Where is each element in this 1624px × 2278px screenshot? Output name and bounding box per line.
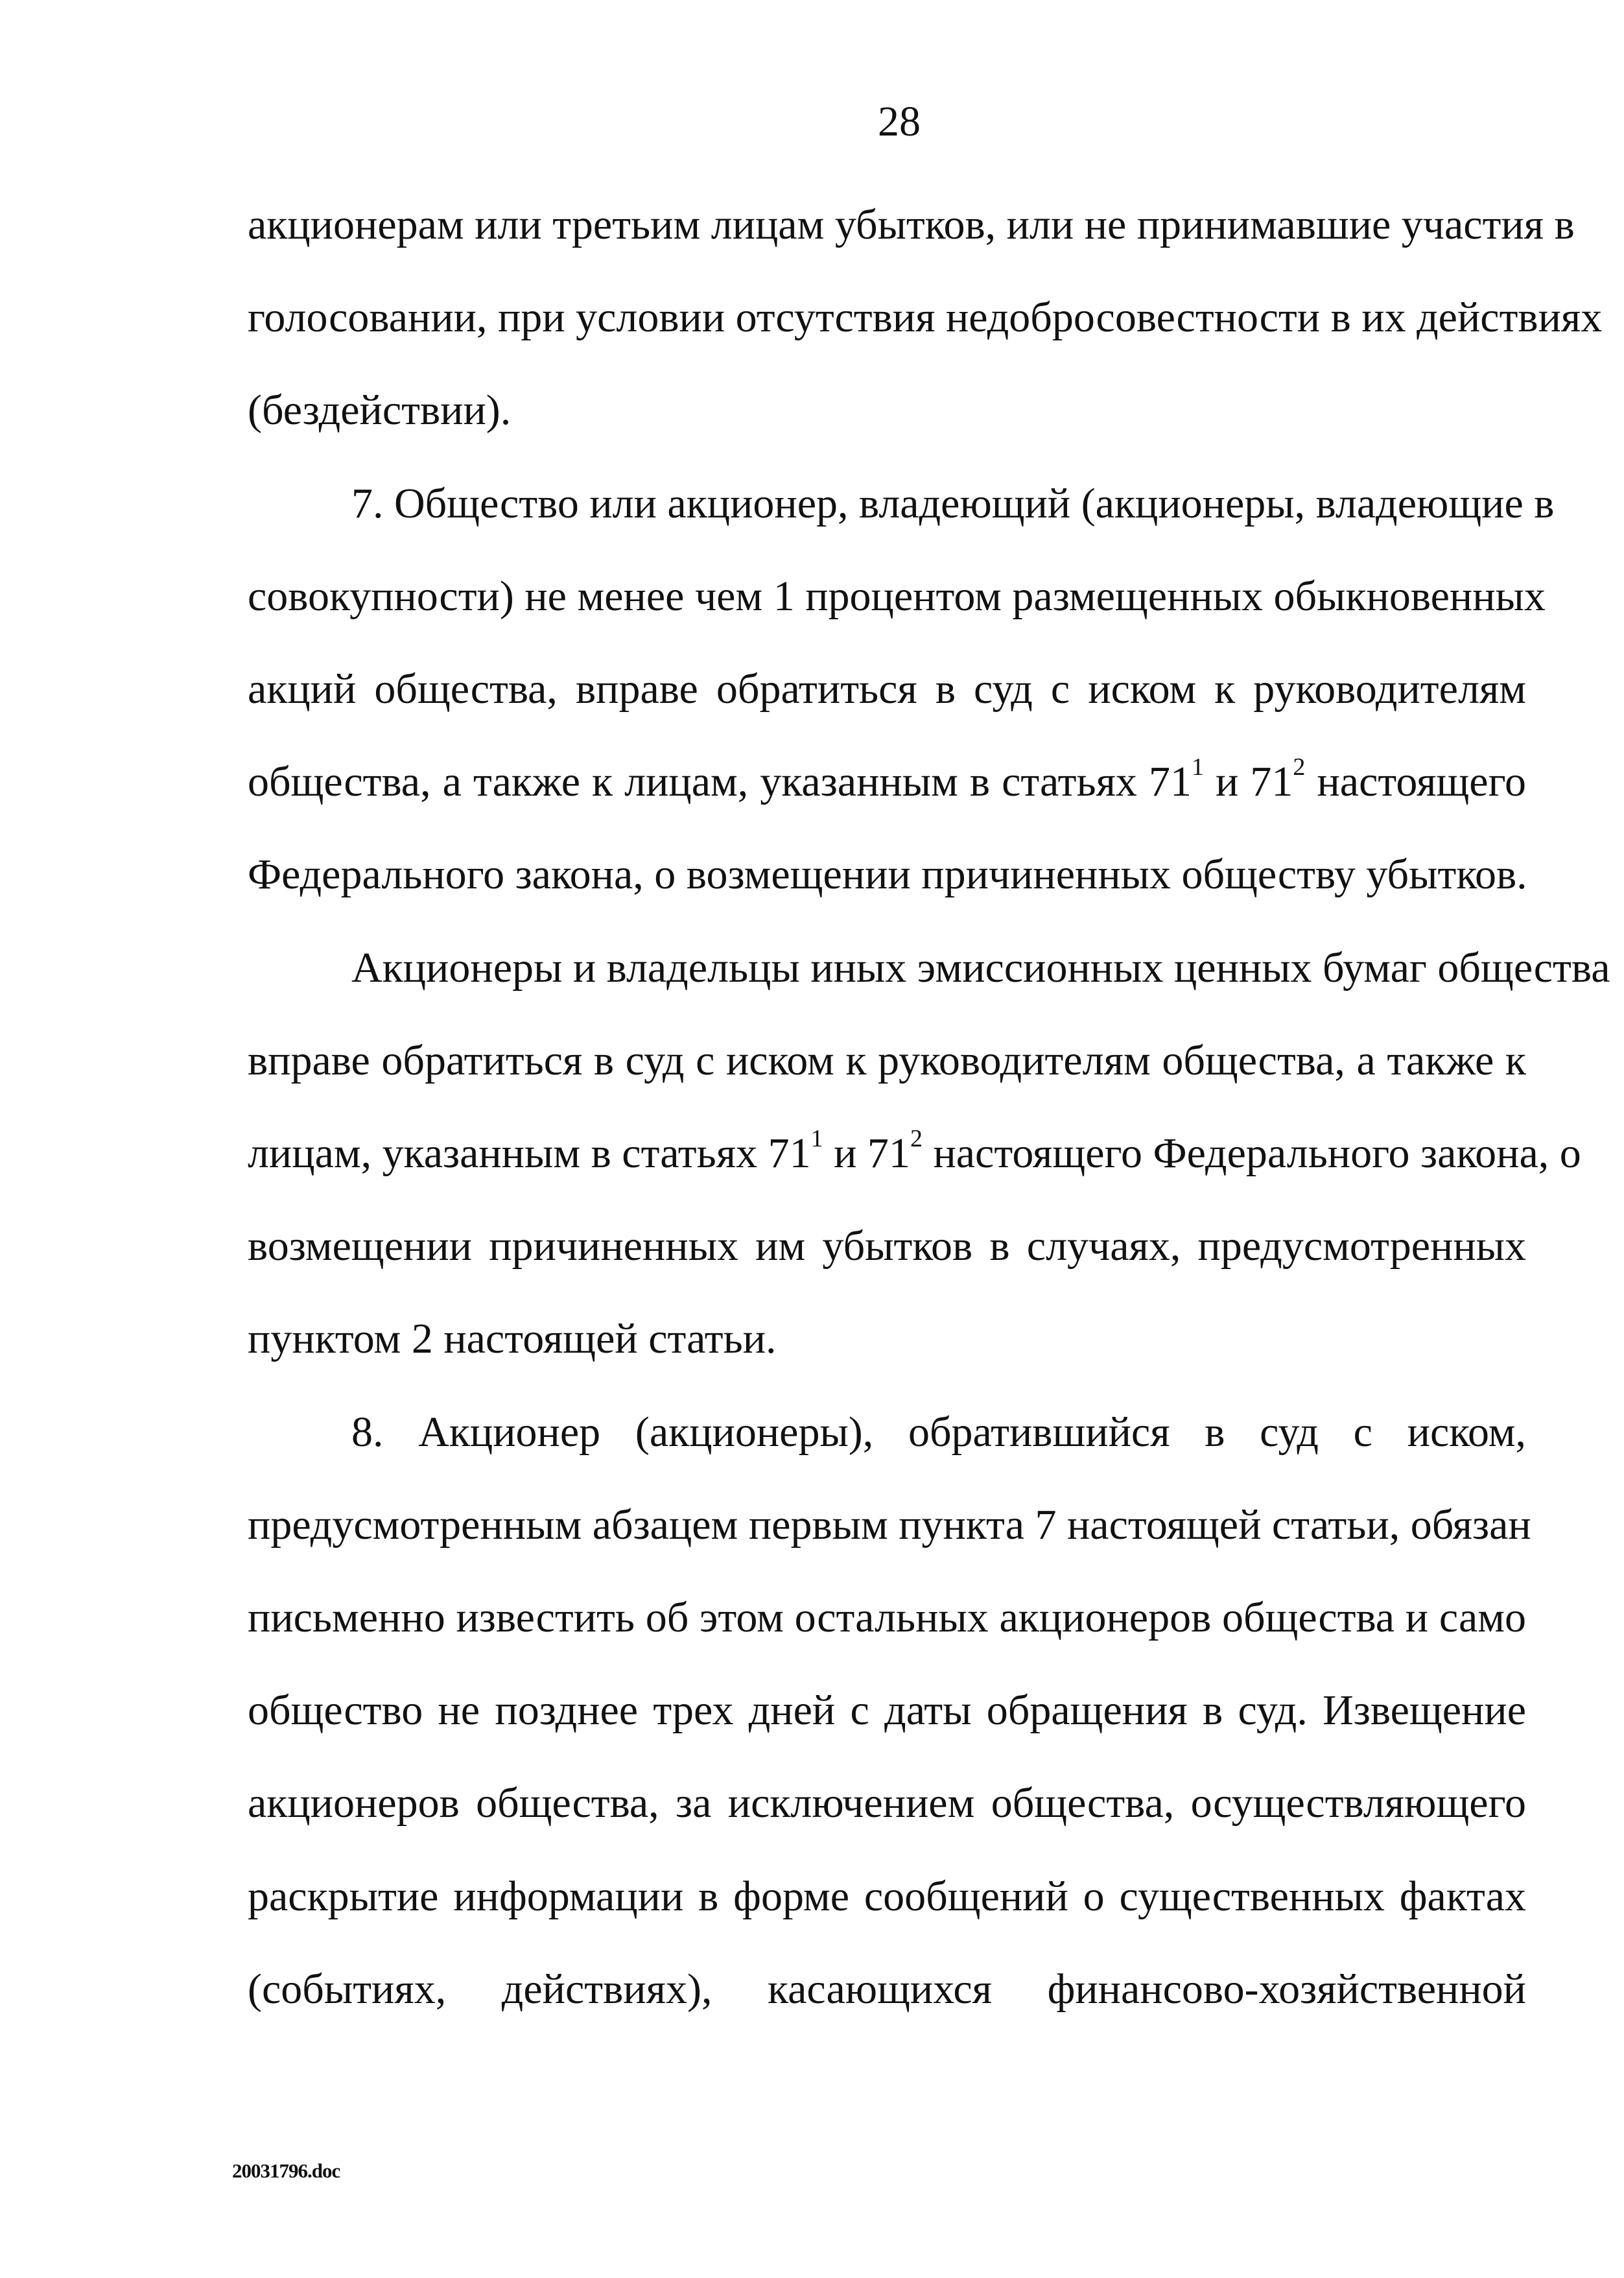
superscript: 2 [1293, 753, 1306, 781]
text-line [248, 846, 1526, 904]
footer-filename: 20031796.doc [232, 2159, 340, 2182]
text-line [248, 1403, 1526, 1462]
text-line [248, 289, 1603, 347]
superscript: 2 [910, 1125, 923, 1152]
text-line [248, 475, 1555, 533]
text-line [248, 196, 1575, 254]
text-line [248, 1310, 1526, 1368]
text-segment: настоящего [1305, 758, 1526, 806]
text-segment: настоящего Федерального закона, о [922, 1130, 1581, 1177]
superscript: 1 [1191, 753, 1204, 781]
text-segment: лицам, указанным в статьях 71 [248, 1130, 811, 1177]
text-segment: совокупности) не менее чем 1 процентом размещенных обыкновенных [248, 572, 1546, 620]
text-segment: пунктом 2 настоящей статьи. [248, 1315, 777, 1363]
text-line [248, 939, 1610, 997]
text-segment: (бездействии). [248, 386, 512, 434]
text-segment: акций общества, вправе обратиться в суд с иском к руководителям [248, 665, 1526, 713]
text-line [248, 1774, 1526, 1833]
text-segment: и 71 [1203, 758, 1293, 806]
text-segment: и 71 [823, 1130, 910, 1177]
text-segment: раскрытие информации в форме сообщений о существенных фактах [248, 1872, 1526, 1920]
text-segment: вправе обратиться в суд с иском к руководителям общества, а также к [248, 1036, 1526, 1084]
text-line [248, 1960, 1526, 2019]
text-line [248, 1032, 1526, 1090]
text-line [248, 1496, 1531, 1554]
text-line [248, 1124, 1581, 1183]
text-segment: 8. Акционер (акционеры), обратившийся в суд с иском, [351, 1408, 1526, 1456]
text-segment: голосовании, при условии отсутствия недобросовестности в их действиях [248, 294, 1603, 342]
superscript: 1 [810, 1125, 823, 1152]
text-segment: общества, а также к лицам, указанным в статьях 71 [248, 758, 1192, 806]
text-line [248, 1217, 1526, 1275]
text-line [248, 381, 1526, 440]
text-line [248, 660, 1526, 718]
text-segment: предусмотренным абзацем первым пункта 7 настоящей статьи, обязан [248, 1501, 1531, 1548]
text-segment: Акционеры и владельцы иных эмиссионных ценных бумаг общества [351, 943, 1610, 991]
text-line [248, 753, 1526, 811]
text-segment: 7. Общество или акционер, владеющий (акционеры, владеющие в [351, 479, 1555, 527]
text-segment: возмещении причиненных им убытков в случаях, предусмотренных [248, 1222, 1526, 1270]
text-segment: общество не позднее трех дней с даты обращения в суд. Извещение [248, 1687, 1526, 1735]
text-segment: акционеров общества, за исключением общества, осуществляющего [248, 1779, 1526, 1827]
text-segment: акционерам или третьим лицам убытков, или не принимавшие участия в [248, 201, 1575, 248]
text-segment: Федерального закона, о возмещении причиненных обществу убытков. [248, 851, 1527, 899]
text-line [248, 1681, 1526, 1740]
text-segment: (событиях, действиях), касающихся финансово-хозяйственной [248, 1965, 1526, 2013]
text-line [248, 567, 1546, 626]
text-line [248, 1868, 1526, 1926]
page-number: 28 [878, 98, 921, 145]
text-line [248, 1589, 1526, 1647]
text-segment: письменно известить об этом остальных акционеров общества и само [248, 1594, 1526, 1641]
